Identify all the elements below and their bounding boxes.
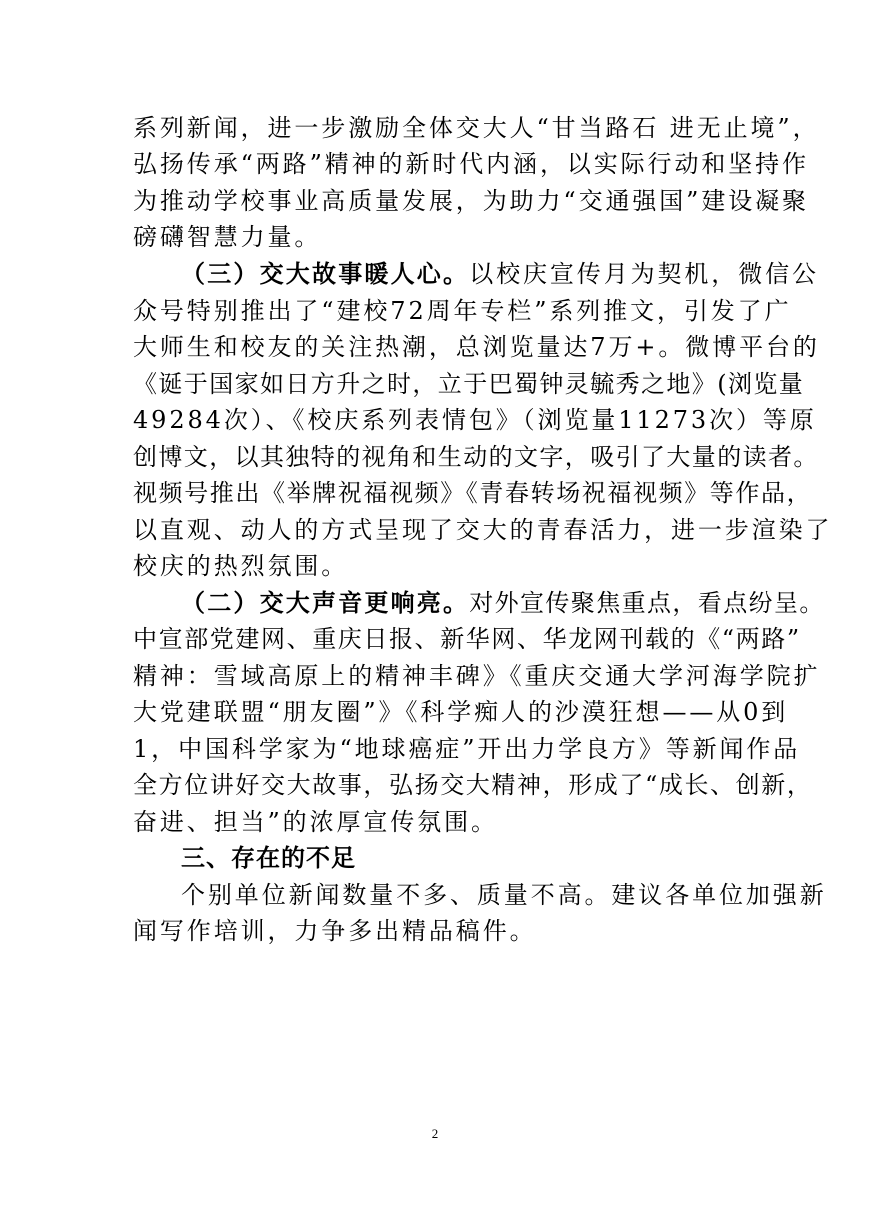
body-line: 以直观、动人的方式呈现了交大的青春活力，进一步渲染了 bbox=[133, 516, 833, 544]
body-line: 创博文，以其独特的视角和生动的文字，吸引了大量的读者。 bbox=[133, 443, 819, 471]
body-line: 众号特别推出了“建校72周年专栏”系列推文，引发了广 bbox=[133, 297, 792, 325]
body-line: 系列新闻，进一步激励全体交大人“甘当路石 进无止境”， bbox=[133, 114, 820, 142]
body-line: 磅礴智慧力量。 bbox=[133, 223, 322, 251]
section-2-title: （二）交大声音更响亮。 bbox=[181, 589, 470, 617]
body-line: 大党建联盟“朋友圈”》《科学痴人的沙漠狂想——从0到 bbox=[133, 698, 789, 726]
section-3-first-line bbox=[181, 257, 819, 291]
section-2-intro: 对外宣传聚焦重点，看点纷呈。 bbox=[469, 589, 825, 617]
body-line: 奋进、担当”的浓厚宣传氛围。 bbox=[133, 808, 498, 836]
body-line: 大师生和校友的关注热潮，总浏览量达7万+。微博平台的 bbox=[133, 333, 820, 361]
section-3-intro: 以校庆宣传月为契机，微信公 bbox=[469, 260, 819, 288]
body-line: 中宣部党建网、重庆日报、新华网、华龙网刊载的《“两路” bbox=[133, 625, 801, 653]
page-number: 2 bbox=[431, 1126, 439, 1141]
section-3-title: （三）交大故事暖人心。 bbox=[181, 260, 470, 288]
body-line: 为推动学校事业高质量发展，为助力“交通强国”建设凝聚 bbox=[133, 187, 809, 215]
body-line: 49284次）、《校庆系列表情包》（浏览量11273次）等原 bbox=[133, 406, 817, 434]
body-line: 全方位讲好交大故事，弘扬交大精神，形成了“成长、创新， bbox=[133, 771, 813, 799]
section-heading: 三、存在的不足 bbox=[181, 844, 356, 872]
body-line: 个别单位新闻数量不多、质量不高。建议各单位加强新 bbox=[181, 881, 827, 909]
body-line: 视频号推出《举牌祝福视频》《青春转场祝福视频》等作品， bbox=[133, 479, 813, 507]
body-line: 《诞于国家如日方升之时，立于巴蜀钟灵毓秀之地》(浏览量 bbox=[133, 370, 805, 398]
body-line: 精神：雪域高原上的精神丰碑》《重庆交通大学河海学院扩 bbox=[133, 662, 821, 690]
body-line: 弘扬传承“两路”精神的新时代内涵，以实际行动和坚持作 bbox=[133, 150, 809, 178]
body-line: 1，中国科学家为“地球癌症”开出力学良方》等新闻作品 bbox=[133, 735, 801, 763]
body-line: 校庆的热烈氛围。 bbox=[133, 552, 349, 580]
body-line: 闻写作培训，力争多出精品稿件。 bbox=[133, 917, 537, 945]
section-2-first-line bbox=[181, 586, 825, 620]
